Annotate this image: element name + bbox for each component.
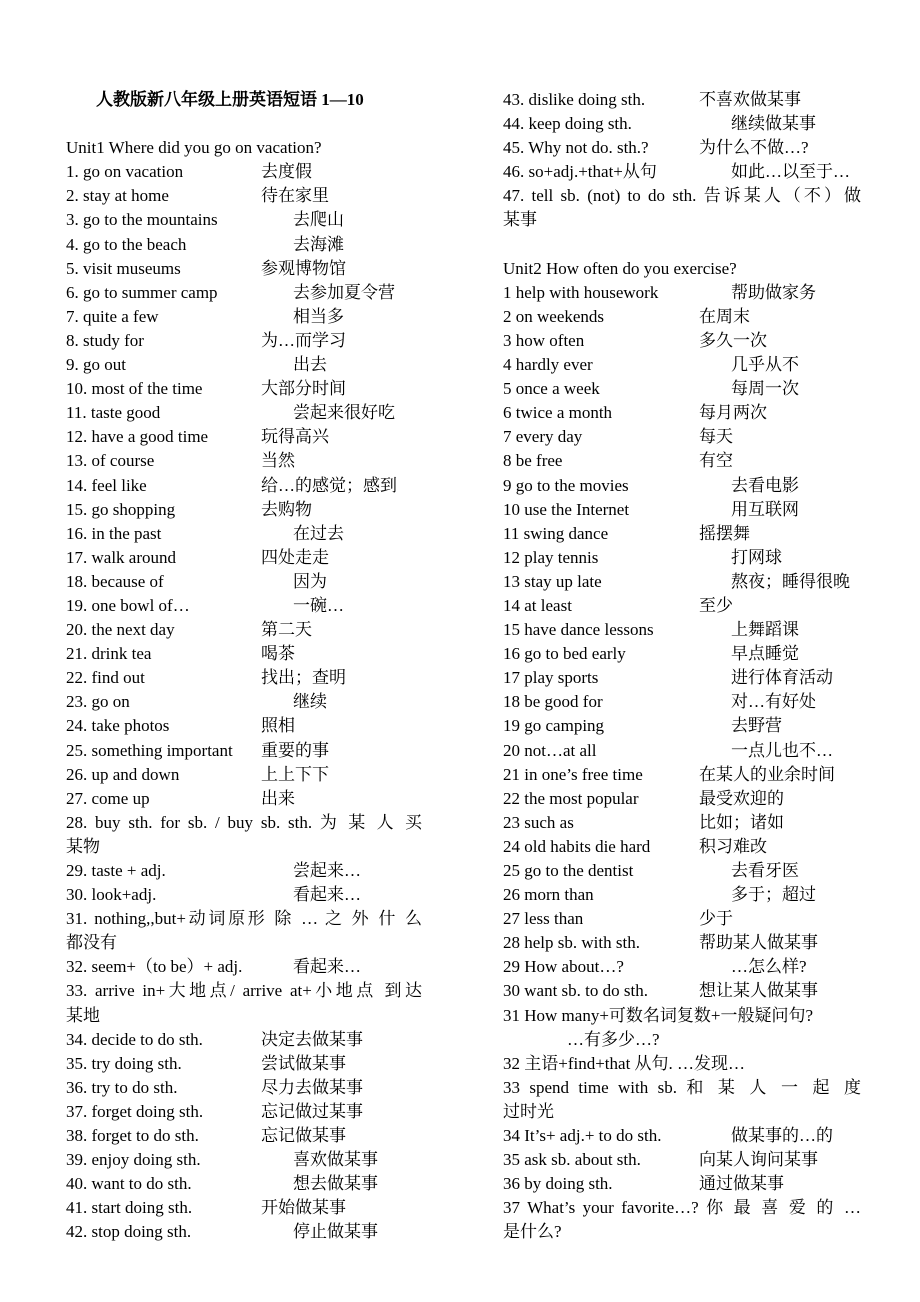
chinese-meaning: 为…而学习 — [261, 330, 346, 350]
phrase-row — [503, 401, 861, 425]
phrase-row — [503, 618, 861, 642]
english-phrase: 7 every day — [503, 427, 583, 447]
phrase-row — [503, 955, 861, 979]
chinese-meaning: 开始做某事 — [261, 1198, 346, 1218]
phrase-row — [66, 305, 422, 329]
phrase-row — [66, 184, 422, 208]
english-phrase: 34 It’s+ adj.+ to do sth. — [503, 1126, 662, 1146]
english-phrase: 5. visit museums — [66, 258, 181, 278]
phrase-row — [503, 377, 861, 401]
phrase-row — [66, 714, 422, 738]
phrase-row — [66, 281, 422, 305]
english-phrase: 15 have dance lessons — [503, 620, 654, 640]
phrase-row — [66, 859, 422, 883]
english-phrase: 8 be free — [503, 451, 563, 471]
phrase-row — [66, 642, 422, 666]
phrase-row — [66, 474, 422, 498]
english-phrase: 27. come up — [66, 788, 150, 808]
phrase-line — [503, 184, 861, 208]
chinese-meaning: 看起来… — [293, 885, 361, 905]
chinese-meaning: 找出；查明 — [261, 668, 346, 688]
phrase-row — [503, 305, 861, 329]
english-phrase: 25. something important — [66, 740, 233, 760]
english-phrase: 9. go out — [66, 355, 126, 375]
chinese-meaning: 出去 — [293, 355, 327, 375]
english-phrase: 24 old habits die hard — [503, 836, 651, 856]
chinese-meaning: 在某人的业余时间 — [699, 764, 835, 784]
chinese-meaning: 几乎从不 — [731, 355, 799, 375]
phrase-row — [66, 498, 422, 522]
chinese-meaning: 去参加夏令营 — [293, 282, 395, 302]
phrase-line — [66, 811, 422, 835]
phrase-text: 47. tell sb. (not) to do sth. 告诉某人（不）做 — [503, 186, 861, 206]
phrase-row — [503, 979, 861, 1003]
phrase-row — [503, 931, 861, 955]
english-phrase: 5 once a week — [503, 379, 600, 399]
english-phrase: 42. stop doing sth. — [66, 1222, 192, 1242]
phrase-row — [503, 1124, 861, 1148]
english-phrase: 28 help sb. with sth. — [503, 933, 640, 953]
chinese-meaning: 去野营 — [731, 716, 782, 736]
chinese-meaning: 喝茶 — [261, 644, 295, 664]
chinese-meaning: 继续做某事 — [731, 114, 816, 134]
chinese-meaning: 喜欢做某事 — [293, 1150, 378, 1170]
chinese-meaning: 尝试做某事 — [261, 1053, 346, 1073]
phrase-line — [503, 1004, 861, 1028]
phrase-row — [66, 425, 422, 449]
phrase-row — [503, 353, 861, 377]
english-phrase: 21. drink tea — [66, 644, 152, 664]
chinese-meaning: 继续 — [293, 692, 327, 712]
chinese-meaning: 照相 — [261, 716, 295, 736]
phrase-text: …有多少…? — [567, 1029, 660, 1049]
phrase-row — [503, 1172, 861, 1196]
chinese-meaning: 为什么不做…? — [699, 138, 809, 158]
phrase-row — [66, 1100, 422, 1124]
english-phrase: 35. try doing sth. — [66, 1053, 182, 1073]
english-phrase: 18 be good for — [503, 692, 603, 712]
phrase-row — [503, 666, 861, 690]
phrase-row — [66, 257, 422, 281]
page-title — [66, 88, 422, 112]
unit-header-text: Unit1 Where did you go on vacation? — [66, 138, 322, 158]
chinese-meaning: 熬夜；睡得很晚 — [731, 571, 850, 591]
phrase-row — [66, 883, 422, 907]
phrase-row — [503, 546, 861, 570]
phrase-row — [503, 594, 861, 618]
phrase-row — [503, 739, 861, 763]
english-phrase: 17. walk around — [66, 547, 177, 567]
chinese-meaning: 一碗… — [293, 595, 344, 615]
english-phrase: 27 less than — [503, 909, 584, 929]
phrase-row — [503, 570, 861, 594]
phrase-text: 某事 — [503, 210, 537, 230]
english-phrase: 29. taste + adj. — [66, 861, 166, 880]
phrase-line — [503, 208, 861, 232]
phrase-row — [503, 449, 861, 473]
english-phrase: 45. Why not do. sth.? — [503, 138, 649, 158]
english-phrase: 24. take photos — [66, 716, 170, 736]
phrase-row — [503, 112, 861, 136]
english-phrase: 26. up and down — [66, 764, 180, 784]
phrase-row — [66, 522, 422, 546]
phrase-row — [503, 329, 861, 353]
phrase-text: 37 What’s your favorite…? 你 最 喜 爱 的 … — [503, 1198, 861, 1218]
chinese-meaning: 不喜欢做某事 — [699, 90, 801, 109]
chinese-meaning: 在过去 — [293, 523, 344, 543]
phrase-row — [503, 859, 861, 883]
chinese-meaning: 因为 — [293, 571, 327, 591]
english-phrase: 7. quite a few — [66, 306, 159, 326]
english-phrase: 23 such as — [503, 812, 574, 832]
english-phrase: 19 go camping — [503, 716, 605, 736]
english-phrase: 38. forget to do sth. — [66, 1126, 199, 1146]
spacer — [503, 233, 861, 257]
phrase-row — [66, 1148, 422, 1172]
chinese-meaning: 通过做某事 — [699, 1174, 784, 1194]
phrase-row — [503, 160, 861, 184]
phrase-line — [503, 1052, 861, 1076]
spacer — [66, 112, 422, 136]
chinese-meaning: 一点儿也不… — [731, 740, 833, 760]
chinese-meaning: 帮助做家务 — [731, 282, 816, 302]
unit-header-text: Unit2 How often do you exercise? — [503, 258, 737, 278]
phrase-row — [503, 811, 861, 835]
phrase-row — [503, 714, 861, 738]
phrase-line — [503, 1100, 861, 1124]
chinese-meaning: 去看牙医 — [731, 861, 799, 880]
phrase-row — [66, 208, 422, 232]
phrase-row — [66, 546, 422, 570]
chinese-meaning: 想去做某事 — [293, 1174, 378, 1194]
english-phrase: 2. stay at home — [66, 186, 169, 206]
chinese-meaning: 想让某人做某事 — [699, 981, 818, 1001]
chinese-meaning: 每周一次 — [731, 379, 799, 399]
chinese-meaning: 进行体育活动 — [731, 668, 833, 688]
phrase-row — [66, 353, 422, 377]
english-phrase: 22. find out — [66, 668, 145, 688]
phrase-row — [66, 1076, 422, 1100]
phrase-row — [66, 160, 422, 184]
chinese-meaning: 玩得高兴 — [261, 427, 329, 447]
english-phrase: 19. one bowl of… — [66, 595, 190, 615]
english-phrase: 1 help with housework — [503, 282, 659, 302]
phrase-row — [66, 1124, 422, 1148]
phrase-row — [66, 1196, 422, 1220]
chinese-meaning: 第二天 — [261, 620, 312, 640]
phrase-row — [66, 449, 422, 473]
phrase-row — [503, 642, 861, 666]
phrase-row — [66, 1052, 422, 1076]
phrase-text: 都没有 — [66, 933, 117, 953]
english-phrase: 23. go on — [66, 692, 130, 712]
phrase-line — [66, 907, 422, 931]
phrase-row — [66, 377, 422, 401]
chinese-meaning: 每月两次 — [699, 403, 767, 423]
phrase-line — [66, 835, 422, 859]
chinese-meaning: 少于 — [699, 909, 733, 929]
phrase-row — [66, 570, 422, 594]
chinese-meaning: 多久一次 — [699, 330, 767, 350]
english-phrase: 8. study for — [66, 330, 144, 350]
english-phrase: 30 want sb. to do sth. — [503, 981, 648, 1001]
phrase-row — [66, 666, 422, 690]
chinese-meaning: 参观博物馆 — [261, 258, 346, 278]
phrase-row — [503, 907, 861, 931]
english-phrase: 17 play sports — [503, 668, 599, 688]
phrase-row — [503, 88, 861, 112]
english-phrase: 3 how often — [503, 330, 585, 350]
english-phrase: 15. go shopping — [66, 499, 176, 519]
english-phrase: 20. the next day — [66, 620, 175, 640]
chinese-meaning: 相当多 — [293, 306, 344, 326]
phrase-row — [503, 787, 861, 811]
phrase-text: 某地 — [66, 1005, 100, 1025]
phrase-row — [503, 522, 861, 546]
phrase-text: 33. arrive in+大地点/ arrive at+小地点 到达 — [66, 981, 422, 1001]
phrase-row — [503, 835, 861, 859]
phrase-line — [503, 1076, 861, 1100]
chinese-meaning: 当然 — [261, 451, 295, 471]
phrase-row — [66, 401, 422, 425]
chinese-meaning: …怎么样? — [731, 957, 807, 977]
chinese-meaning: 上上下下 — [261, 764, 329, 784]
chinese-meaning: 停止做某事 — [293, 1222, 378, 1242]
phrase-row — [503, 425, 861, 449]
english-phrase: 36 by doing sth. — [503, 1174, 613, 1194]
phrase-row — [66, 329, 422, 353]
phrase-row — [66, 690, 422, 714]
english-phrase: 2 on weekends — [503, 306, 605, 326]
english-phrase: 12 play tennis — [503, 547, 599, 567]
english-phrase: 6 twice a month — [503, 403, 613, 423]
phrase-row — [503, 474, 861, 498]
chinese-meaning: 重要的事 — [261, 740, 329, 760]
english-phrase: 29 How about…? — [503, 957, 624, 977]
chinese-meaning: 去海滩 — [293, 234, 344, 254]
english-phrase: 12. have a good time — [66, 427, 209, 447]
chinese-meaning: 尽力去做某事 — [261, 1077, 363, 1097]
chinese-meaning: 给…的感觉；感到 — [261, 475, 397, 495]
right-column — [503, 88, 861, 1245]
chinese-meaning: 向某人询问某事 — [699, 1150, 818, 1170]
phrase-text: 过时光 — [503, 1101, 554, 1121]
chinese-meaning: 每天 — [699, 427, 733, 447]
left-column — [66, 88, 422, 1245]
english-phrase: 37. forget doing sth. — [66, 1101, 204, 1121]
english-phrase: 22 the most popular — [503, 788, 639, 808]
phrase-row — [66, 1028, 422, 1052]
phrase-row — [66, 739, 422, 763]
english-phrase: 25 go to the dentist — [503, 861, 634, 880]
chinese-meaning: 忘记做某事 — [261, 1126, 346, 1146]
phrase-row — [503, 281, 861, 305]
phrase-text: 31 How many+可数名词复数+一般疑问句? — [503, 1005, 814, 1025]
english-phrase: 44. keep doing sth. — [503, 114, 632, 134]
chinese-meaning: 去度假 — [261, 162, 312, 182]
chinese-meaning: 去看电影 — [731, 475, 799, 495]
english-phrase: 13. of course — [66, 451, 155, 471]
english-phrase: 14. feel like — [66, 475, 147, 495]
phrase-text: 33 spend time with sb. 和 某 人 一 起 度 — [503, 1077, 861, 1097]
phrase-row — [503, 498, 861, 522]
phrase-text: 某物 — [66, 836, 100, 856]
phrase-row — [66, 1172, 422, 1196]
chinese-meaning: 去爬山 — [293, 210, 344, 230]
english-phrase: 3. go to the mountains — [66, 210, 218, 230]
phrase-row — [66, 1220, 422, 1244]
phrase-line — [503, 1028, 861, 1052]
english-phrase: 30. look+adj. — [66, 885, 157, 905]
phrase-row — [503, 763, 861, 787]
unit-header — [66, 136, 422, 160]
chinese-meaning: 四处走走 — [261, 547, 329, 567]
chinese-meaning: 多于；超过 — [731, 885, 816, 905]
chinese-meaning: 早点睡觉 — [731, 644, 799, 664]
chinese-meaning: 比如；诸如 — [699, 812, 784, 832]
title-text: 人教版新八年级上册英语短语 1—10 — [96, 90, 364, 109]
chinese-meaning: 去购物 — [261, 499, 312, 519]
english-phrase: 13 stay up late — [503, 571, 602, 591]
english-phrase: 10. most of the time — [66, 379, 203, 399]
english-phrase: 21 in one’s free time — [503, 764, 643, 784]
english-phrase: 4. go to the beach — [66, 234, 187, 254]
english-phrase: 16. in the past — [66, 523, 162, 543]
chinese-meaning: 用互联网 — [731, 499, 799, 519]
english-phrase: 14 at least — [503, 595, 572, 615]
english-phrase: 11. taste good — [66, 403, 161, 423]
unit-header — [503, 257, 861, 281]
phrase-line — [503, 1196, 861, 1220]
phrase-row — [66, 594, 422, 618]
english-phrase: 40. want to do sth. — [66, 1174, 192, 1194]
chinese-meaning: 打网球 — [731, 547, 782, 567]
phrase-line — [66, 931, 422, 955]
english-phrase: 20 not…at all — [503, 740, 597, 760]
phrase-row — [503, 883, 861, 907]
chinese-meaning: 忘记做过某事 — [261, 1101, 363, 1121]
english-phrase: 26 morn than — [503, 885, 594, 905]
chinese-meaning: 至少 — [699, 595, 733, 615]
phrase-text: 32 主语+find+that 从句. …发现… — [503, 1053, 746, 1073]
phrase-text: 28. buy sth. for sb. / buy sb. sth. 为 某 人 买 — [66, 812, 422, 832]
phrase-line — [66, 1004, 422, 1028]
english-phrase: 32. seem+（to be）+ adj. — [66, 957, 243, 977]
chinese-meaning: 在周末 — [699, 306, 750, 326]
english-phrase: 16 go to bed early — [503, 644, 626, 664]
english-phrase: 34. decide to do sth. — [66, 1029, 203, 1049]
chinese-meaning: 看起来… — [293, 957, 361, 977]
phrase-text: 31. nothing,,but+动词原形 除 … 之 外 什 么 — [66, 909, 422, 929]
chinese-meaning: 做某事的…的 — [731, 1126, 833, 1146]
phrase-row — [503, 136, 861, 160]
english-phrase: 4 hardly ever — [503, 355, 593, 375]
chinese-meaning: 有空 — [699, 451, 733, 471]
english-phrase: 1. go on vacation — [66, 162, 184, 182]
phrase-row — [503, 1148, 861, 1172]
phrase-row — [66, 763, 422, 787]
chinese-meaning: 帮助某人做某事 — [699, 933, 818, 953]
chinese-meaning: 如此…以至于… — [731, 162, 850, 182]
chinese-meaning: 决定去做某事 — [261, 1029, 363, 1049]
phrase-text: 是什么? — [503, 1222, 562, 1242]
phrase-line — [66, 979, 422, 1003]
chinese-meaning: 积习难改 — [699, 836, 767, 856]
chinese-meaning: 摇摆舞 — [699, 523, 750, 543]
english-phrase: 18. because of — [66, 571, 164, 591]
english-phrase: 9 go to the movies — [503, 475, 629, 495]
chinese-meaning: 待在家里 — [261, 186, 329, 206]
phrase-line — [503, 1220, 861, 1244]
english-phrase: 35 ask sb. about sth. — [503, 1150, 641, 1170]
chinese-meaning: 对…有好处 — [731, 692, 816, 712]
english-phrase: 10 use the Internet — [503, 499, 630, 519]
chinese-meaning: 出来 — [261, 788, 295, 808]
chinese-meaning: 最受欢迎的 — [699, 788, 784, 808]
english-phrase: 6. go to summer camp — [66, 282, 218, 302]
english-phrase: 43. dislike doing sth. — [503, 90, 646, 109]
chinese-meaning: 上舞蹈课 — [731, 620, 799, 640]
phrase-row — [66, 233, 422, 257]
english-phrase: 11 swing dance — [503, 523, 609, 543]
english-phrase: 46. so+adj.+that+从句 — [503, 162, 657, 182]
phrase-row — [66, 787, 422, 811]
english-phrase: 39. enjoy doing sth. — [66, 1150, 201, 1170]
english-phrase: 36. try to do sth. — [66, 1077, 178, 1097]
english-phrase: 41. start doing sth. — [66, 1198, 193, 1218]
phrase-row — [503, 690, 861, 714]
chinese-meaning: 尝起来很好吃 — [293, 403, 395, 423]
phrase-row — [66, 618, 422, 642]
chinese-meaning: 大部分时间 — [261, 379, 346, 399]
phrase-row — [66, 955, 422, 979]
chinese-meaning: 尝起来… — [293, 861, 361, 880]
